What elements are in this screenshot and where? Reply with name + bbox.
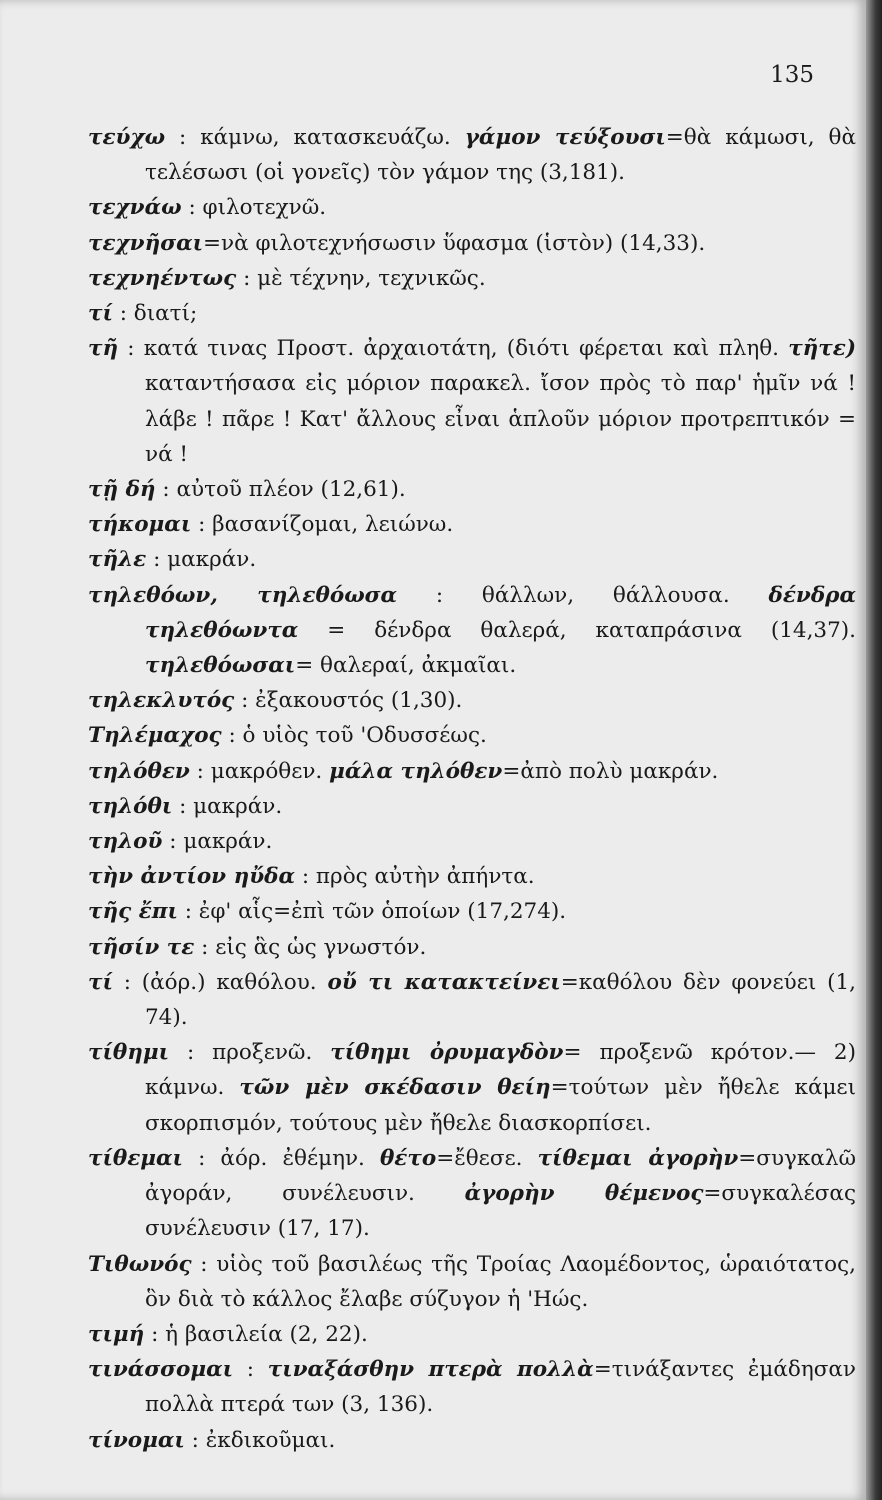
definition-text: : υἱὸς τοῦ βασιλέως τῆς Τροίας Λαομέδοντος, ὡραιότατος, ὃν διὰ τὸ κάλλος ἔλαβε σύζυγον ἡ 'Ηώς. (145, 1251, 856, 1312)
glossary-entry (88, 683, 856, 718)
definition-text: : κατά τινας Προστ. ἀρχαιοτάτη, (διότι φέρεται καὶ πληθ. (118, 336, 789, 362)
definition-text: : μακρόθεν. (189, 758, 330, 784)
headword: τῶν μὲν σκέδασιν θείη (239, 1075, 551, 1101)
definition-text: =τινάξαντες ἐμάδησαν πολλὰ πτερά των (3, 136). (145, 1357, 857, 1418)
definition-text: =συγκαλέσας συνέλευσιν (17, 17). (145, 1181, 856, 1242)
glossary-entry (88, 190, 856, 225)
headword: τινάσσομαι (88, 1357, 234, 1383)
glossary-entry (88, 1317, 856, 1352)
definition-text: =ἔθεσε. (436, 1145, 538, 1171)
definition-text: : ἡ βασιλεία (2, 22). (144, 1321, 368, 1347)
definition-text: =τούτων μὲν ἤθελε κάμει σκορπισμόν, τούτους μὲν ἤθελε διασκορπίσει. (145, 1075, 857, 1136)
definition-text: : ὁ υἱὸς τοῦ 'Οδυσσέως. (221, 723, 487, 749)
glossary-entry (88, 226, 856, 261)
headword: τίνομαι (88, 1427, 185, 1453)
glossary-entry (88, 578, 856, 684)
headword: γάμον τεύξουσι (464, 125, 666, 150)
definition-text: : μακράν. (172, 793, 283, 819)
glossary-entry (88, 930, 856, 965)
definition-text: καταντήσασα εἰς μόριον παρακελ. ἴσον πρὸς τὸ παρ' ἡμῖν νά ! λάβε ! πᾶρε ! Κατ' ἄλλους εἶναι ἁπλοῦν μόριον προτρεπτικόν = νά ! (145, 371, 856, 467)
headword: Τιθωνός (88, 1251, 192, 1277)
glossary-entry (88, 296, 856, 331)
headword: τῆς ἔπι (88, 899, 178, 925)
headword: θέτο (379, 1145, 437, 1171)
definition-text: : (233, 1357, 268, 1383)
definition-text: =ἀπὸ πολὺ μακράν. (502, 758, 719, 784)
headword: τῆσίν τε (88, 934, 195, 960)
glossary-entry (88, 718, 856, 753)
glossary-entry (88, 1035, 856, 1141)
glossary-entry (88, 331, 856, 472)
headword: τί (88, 969, 113, 995)
definition-text: : βασανίζομαι, λειώνω. (191, 512, 454, 538)
definition-text: : ἐφ' αἷς=ἐπὶ τῶν ὁποίων (17,274). (177, 899, 567, 925)
definition-text: : πρὸς αὐτὴν ἀπήντα. (295, 864, 535, 890)
definition-text: =θὰ κάμωσι, θὰ τελέσωσι (οἱ γονεῖς) τὸν γάμον της (3,181). (145, 125, 857, 186)
headword: τῆτε) (788, 336, 856, 362)
headword: τίθημι (88, 1040, 169, 1066)
glossary-entry (88, 1141, 856, 1247)
headword: τῆ (88, 336, 119, 362)
headword: τηλεθόων, τηλεθόωσα (88, 582, 398, 608)
headword: τιμή (88, 1321, 145, 1347)
definition-text: : ἐκδικοῦμαι. (184, 1427, 336, 1453)
headword: τεύχω (88, 125, 166, 150)
glossary-entry (88, 507, 856, 542)
headword: οὔ τι κατακτείνει (327, 969, 561, 995)
definition-text: : εἰς ἃς ὡς γνωστόν. (194, 934, 427, 960)
definition-text: : μακράν. (162, 829, 273, 855)
headword: τηλεθόωσαι (145, 653, 296, 679)
glossary-entry (88, 120, 856, 190)
glossary-entry (88, 965, 856, 1035)
headword: τεχνάω (88, 195, 182, 221)
definition-text: : ἀόρ. ἐθέμην. (182, 1145, 380, 1171)
definition-text: : μακράν. (146, 547, 257, 573)
glossary-entry (88, 894, 856, 929)
definition-text: : ἐξακουστός (1,30). (234, 688, 463, 714)
headword: Τηλέμαχος (88, 723, 222, 749)
headword: τεχνηέντως (88, 265, 237, 291)
headword: τηλοῦ (88, 829, 163, 855)
page-edge-shadow (866, 0, 882, 1500)
glossary-entry (88, 859, 856, 894)
glossary-entry (88, 1247, 856, 1317)
headword: τῇ δή (88, 477, 156, 503)
headword: τηλόθεν (88, 758, 190, 784)
definition-text: = προξενῶ κρότον.— 2) κάμνω. (145, 1040, 856, 1101)
definition-text: : θάλλων, θάλλουσα. (397, 582, 769, 608)
glossary-entry (88, 261, 856, 296)
definition-text: : διατί; (112, 301, 198, 327)
headword: μάλα τηλόθεν (329, 758, 503, 784)
definition-text: = θαλεραί, ἀκμαῖαι. (295, 653, 517, 679)
glossary-entry (88, 824, 856, 859)
headword: τίθεμαι ἀγορὴν (537, 1145, 739, 1171)
headword: τί (88, 301, 113, 327)
glossary-entry (88, 789, 856, 824)
headword: τεχνῆσαι (88, 230, 204, 256)
headword: τηλεκλυτός (88, 688, 235, 714)
headword: τῆλε (88, 547, 147, 573)
headword: τήκομαι (88, 512, 192, 538)
headword: τίθεμαι (88, 1145, 183, 1171)
definition-text: =καθόλου δὲν φονεύει (1, 74). (145, 969, 856, 1031)
glossary-entry (88, 1352, 856, 1422)
headword: τὴν ἀντίον ηὔδα (88, 864, 296, 890)
headword: ἀγορὴν θέμενος (464, 1181, 704, 1207)
definition-text: : φιλοτεχνῶ. (181, 195, 327, 221)
definition-text: = δένδρα θαλερά, καταπράσινα (14,37). (298, 617, 856, 643)
headword: δένδρα τηλεθόωντα (145, 582, 856, 643)
headword: τίθημι ὀρυμαγδὸν (330, 1040, 564, 1066)
definition-text: =νὰ φιλοτεχνήσωσιν ὕφασμα (ἱστὸν) (14,33). (203, 230, 706, 256)
definition-text: =συγκαλῶ ἀγοράν, συνέλευσιν. (145, 1145, 856, 1207)
definition-text: : προξενῶ. (168, 1040, 331, 1066)
glossary-entry (88, 1423, 856, 1458)
glossary-entry (88, 754, 856, 789)
definition-text: : (ἀόρ.) καθόλου. (112, 969, 328, 995)
page-number: 135 (770, 62, 814, 88)
definition-text: : κάμνω, κατασκευάζω. (165, 125, 465, 150)
glossary-entry (88, 542, 856, 577)
headword: τιναξάσθην πτερὰ πολλὰ (267, 1357, 594, 1383)
headword: τηλόθι (88, 793, 173, 819)
definition-text: : μὲ τέχνην, τεχνικῶς. (236, 265, 486, 291)
definition-text: : αὐτοῦ πλέον (12,61). (155, 477, 406, 503)
glossary-entry (88, 472, 856, 507)
glossary-entries (88, 120, 856, 1458)
